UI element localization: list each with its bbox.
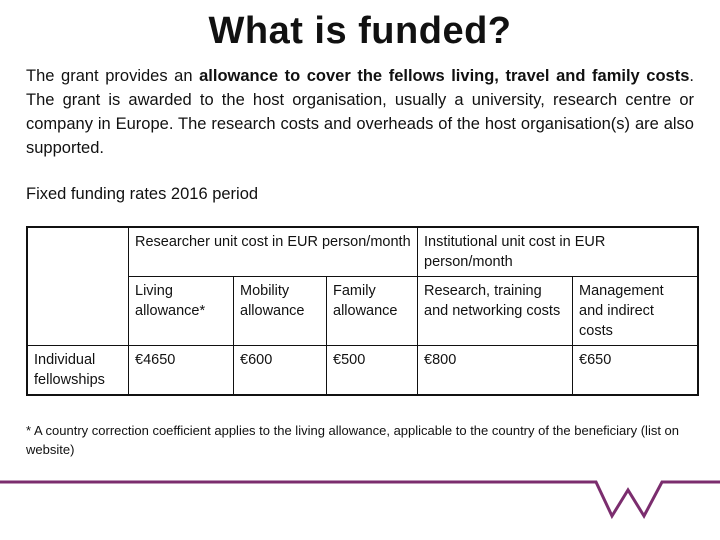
page-title: What is funded?	[208, 10, 512, 52]
intro-text-end: . The grant is awarded to the host organisation, usually a university, research centre or company in Europe. The research costs and overheads of the host organisation(s) are also supported.	[26, 67, 694, 157]
intro-paragraph	[26, 64, 694, 160]
value-cell: €4650	[129, 346, 234, 396]
brand-wave-line	[0, 482, 720, 516]
value-cell: €650	[579, 352, 612, 368]
row-label: Individual fellowships	[27, 346, 129, 396]
column-header: Mobility allowance	[234, 277, 327, 346]
intro-text-start: The grant provides an	[26, 67, 200, 85]
footnote: * A country correction coefficient applies to the living allowance, applicable to the country of the beneficiary (list on website)	[26, 423, 680, 457]
funding-table	[26, 226, 699, 396]
column-header: Research, training and networking costs	[418, 277, 573, 346]
table-empty-cell	[27, 277, 129, 346]
researcher-header: Researcher unit cost in EUR person/month	[129, 227, 418, 277]
value-cell: €600	[234, 346, 327, 396]
funding-rates-subtitle: Fixed funding rates 2016 period	[26, 185, 259, 203]
column-header: Living allowance*	[129, 277, 234, 346]
value-cell: €800	[418, 346, 573, 396]
value-cell: €500	[327, 346, 418, 396]
column-header: Family allowance	[327, 277, 418, 346]
intro-text-bold: allowance to cover the fellows living, travel and family costs	[199, 67, 690, 85]
column-header: Management and indirect costs	[573, 277, 699, 346]
institutional-header: Institutional unit cost in EUR person/month	[418, 227, 699, 277]
brand-line-decoration	[0, 476, 720, 540]
table-corner-cell	[27, 227, 129, 277]
